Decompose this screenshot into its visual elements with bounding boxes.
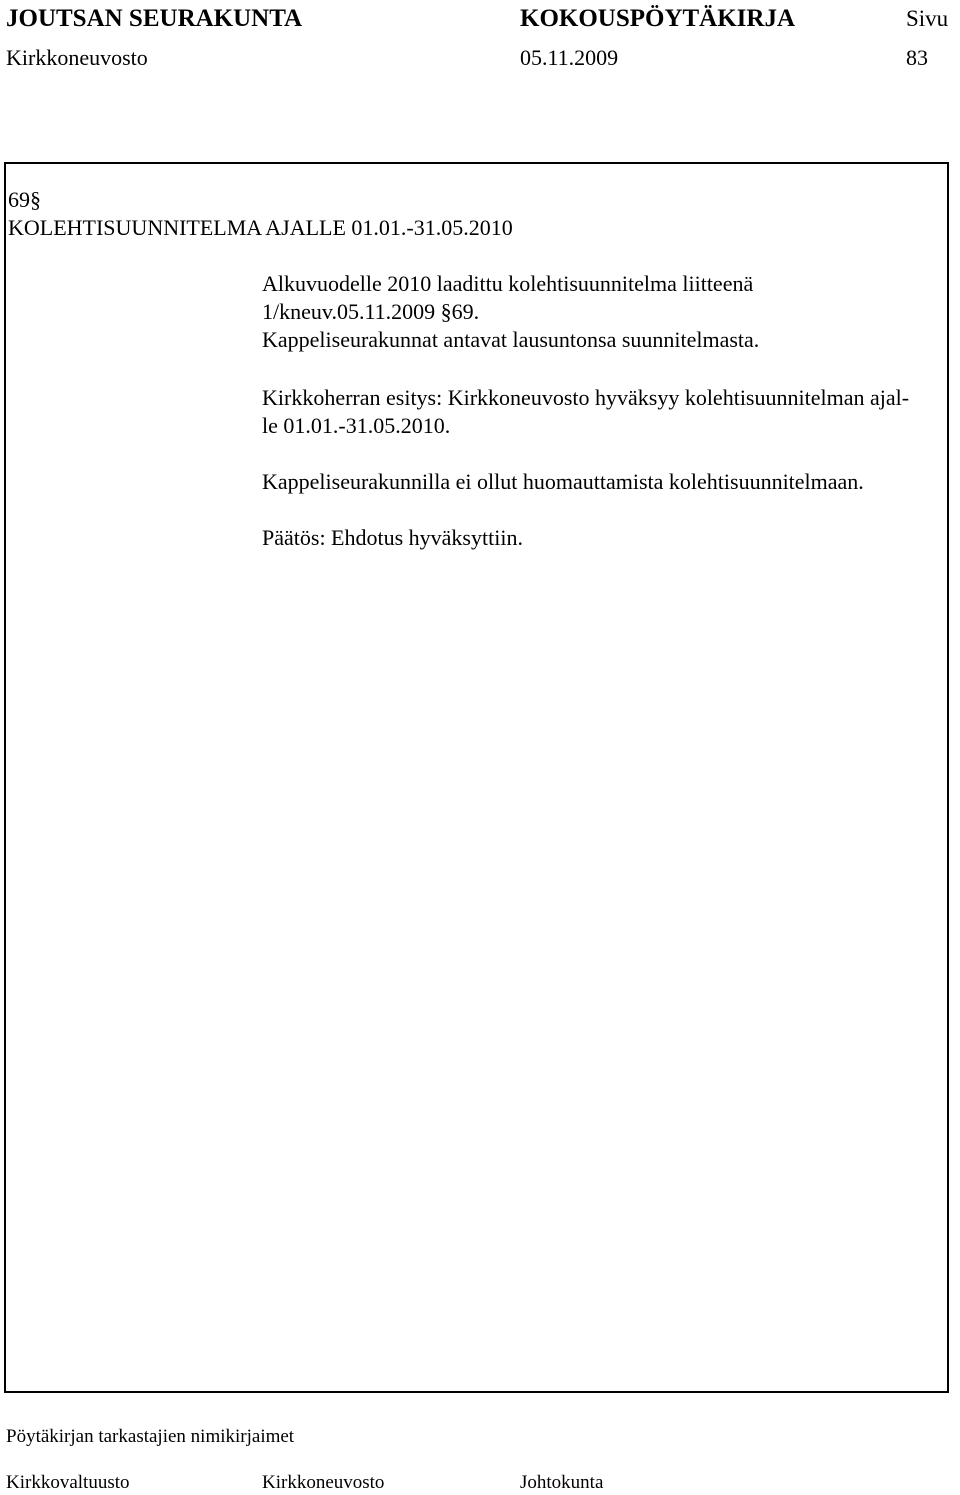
paragraph-line: 1/kneuv.05.11.2009 §69. (262, 299, 480, 324)
paragraph-line: Kappeliseurakunnat antavat lausuntonsa suunnitelmasta. (262, 327, 760, 352)
document-type: KOKOUSPÖYTÄKIRJA (520, 5, 796, 32)
meeting-body: Kirkkoneuvosto (6, 45, 148, 70)
meeting-date: 05.11.2009 (520, 45, 619, 70)
footer-column-board: Kirkkoneuvosto (262, 1472, 385, 1493)
footer-column-committee: Johtokunta (520, 1472, 604, 1493)
chapel-statement: Kappeliseurakunnilla ei ollut huomauttamista kolehtisuunnitelmaan. (262, 469, 864, 494)
organization-name: JOUTSAN SEURAKUNTA (6, 5, 303, 32)
initials-label: Pöytäkirjan tarkastajien nimikirjaimet (6, 1426, 295, 1447)
paragraph-line: Alkuvuodelle 2010 laadittu kolehtisuunnitelma liitteenä (262, 271, 754, 296)
section-number: 69§ (8, 187, 41, 212)
page-number: 83 (906, 45, 928, 70)
proposal-line: le 01.01.-31.05.2010. (262, 413, 451, 438)
footer-column-council: Kirkkovaltuusto (6, 1472, 130, 1493)
decision: Päätös: Ehdotus hyväksyttiin. (262, 525, 523, 550)
page-label: Sivu (906, 6, 949, 31)
proposal-line: Kirkkoherran esitys: Kirkkoneuvosto hyväksyy kolehtisuunnitelman ajal- (262, 385, 910, 410)
section-title: KOLEHTISUUNNITELMA AJALLE 01.01.-31.05.2010 (8, 215, 513, 240)
